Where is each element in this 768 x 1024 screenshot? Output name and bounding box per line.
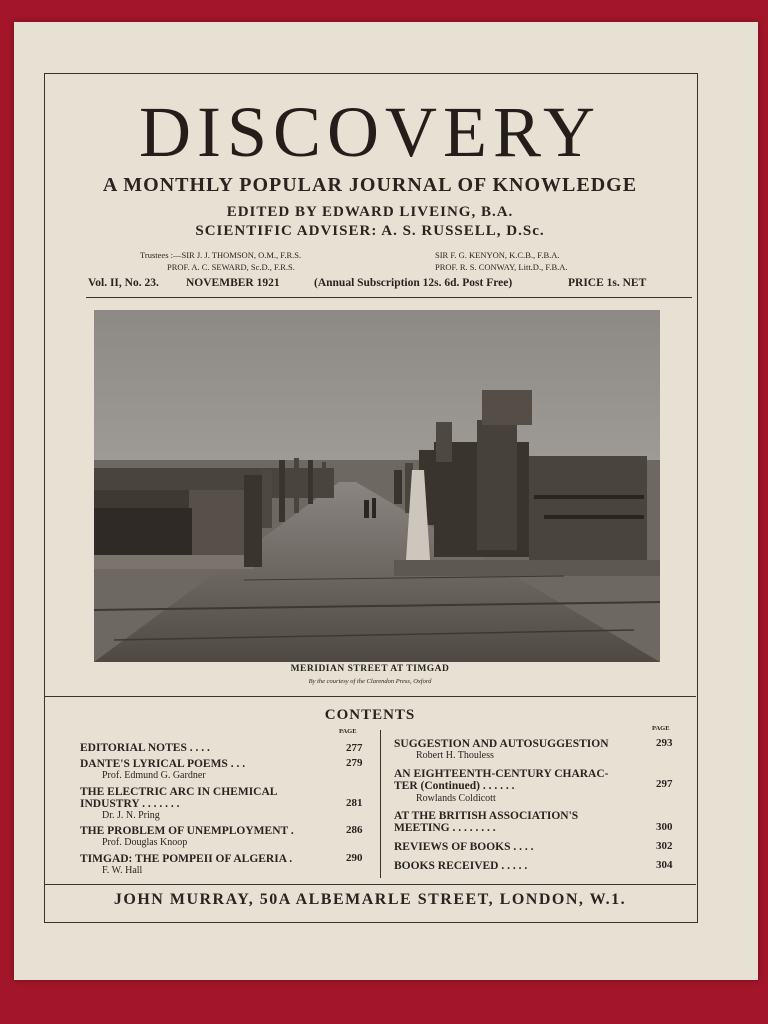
photo-caption: MERIDIAN STREET AT TIMGAD — [290, 664, 450, 674]
contents-top-rule — [44, 696, 696, 697]
toc-entry-title: THE PROBLEM OF UNEMPLOYMENT . — [80, 825, 294, 837]
editor-line: EDITED BY EDWARD LIVEING, B.A. — [226, 204, 514, 220]
toc-entry-title: TIMGAD: THE POMPEII OF ALGERIA . — [80, 853, 293, 865]
timgad-photograph — [94, 310, 660, 662]
issue-volume: Vol. II, No. 23. — [88, 277, 159, 289]
toc-entry-title: EDITORIAL NOTES . . . . — [80, 742, 210, 754]
toc-entry-page: 279 — [346, 757, 363, 769]
trustee-3: SIR F. G. KENYON, K.C.B., F.B.A. — [435, 250, 560, 260]
toc-entry-page: 290 — [346, 852, 363, 864]
toc-entry-title: DANTE'S LYRICAL POEMS . . . — [80, 758, 246, 770]
toc-entry-author: F. W. Hall — [102, 865, 143, 876]
issue-subscription: (Annual Subscription 12s. 6d. Post Free) — [314, 277, 513, 289]
journal-subtitle: A MONTHLY POPULAR JOURNAL OF KNOWLEDGE — [102, 174, 638, 196]
toc-entry-page: 286 — [346, 824, 363, 836]
trustee-4: PROF. R. S. CONWAY, Litt.D., F.B.A. — [435, 262, 568, 272]
toc-entry-page: 302 — [656, 840, 673, 852]
trustees-right — [435, 249, 568, 273]
issue-price: PRICE 1s. NET — [568, 277, 647, 289]
toc-entry-author: Prof. Edmund G. Gardner — [102, 770, 206, 781]
trustee-1: Trustees :—SIR J. J. THOMSON, O.M., F.R.S. — [140, 250, 302, 260]
photo-credit: By the courtesy of the Clarendon Press, Oxford — [308, 678, 432, 685]
contents-column-divider — [380, 730, 381, 878]
publisher-line: JOHN MURRAY, 50A ALBEMARLE STREET, LONDON, W.1. — [44, 884, 696, 922]
toc-entry-author: Dr. J. N. Pring — [102, 810, 160, 821]
toc-entry-page: 293 — [656, 737, 673, 749]
contents-heading: CONTENTS — [324, 707, 416, 723]
toc-entry-page: 300 — [656, 821, 673, 833]
toc-entry-title: BOOKS RECEIVED . . . . . — [394, 860, 528, 872]
toc-entry-page: 297 — [656, 778, 673, 790]
toc-entry-title-cont: TER (Continued) . . . . . . — [394, 780, 515, 792]
toc-entry-page: 304 — [656, 859, 673, 871]
adviser-line: SCIENTIFIC ADVISER: A. S. RUSSELL, D.Sc. — [195, 223, 545, 239]
toc-entry-title-cont: MEETING . . . . . . . . — [394, 822, 496, 834]
toc-entry-title: SUGGESTION AND AUTOSUGGESTION — [394, 738, 609, 750]
toc-entry-author: Robert H. Thouless — [416, 750, 494, 761]
page-label-right: PAGE — [652, 725, 670, 732]
issue-date: NOVEMBER 1921 — [186, 277, 280, 289]
toc-entry-title: AN EIGHTEENTH-CENTURY CHARAC- — [394, 768, 609, 780]
toc-entry-title: THE ELECTRIC ARC IN CHEMICAL — [80, 786, 278, 798]
header-rule — [86, 297, 692, 298]
toc-entry-page: 277 — [346, 742, 363, 754]
toc-entry-title: REVIEWS OF BOOKS . . . . — [394, 841, 534, 853]
toc-entry-author: Rowlands Coldicott — [416, 793, 496, 804]
toc-entry-title: AT THE BRITISH ASSOCIATION'S — [394, 810, 579, 822]
toc-entry-title-cont: INDUSTRY . . . . . . . — [80, 798, 180, 810]
ruins-illustration — [94, 310, 660, 662]
toc-entry-page: 281 — [346, 797, 363, 809]
toc-entry-author: Prof. Douglas Knoop — [102, 837, 188, 848]
masthead-title: DISCOVERY — [138, 92, 602, 172]
trustee-2: PROF. A. C. SEWARD, Sc.D., F.R.S. — [167, 262, 295, 272]
page-label-left: PAGE — [339, 728, 357, 735]
trustees-left — [140, 249, 301, 273]
